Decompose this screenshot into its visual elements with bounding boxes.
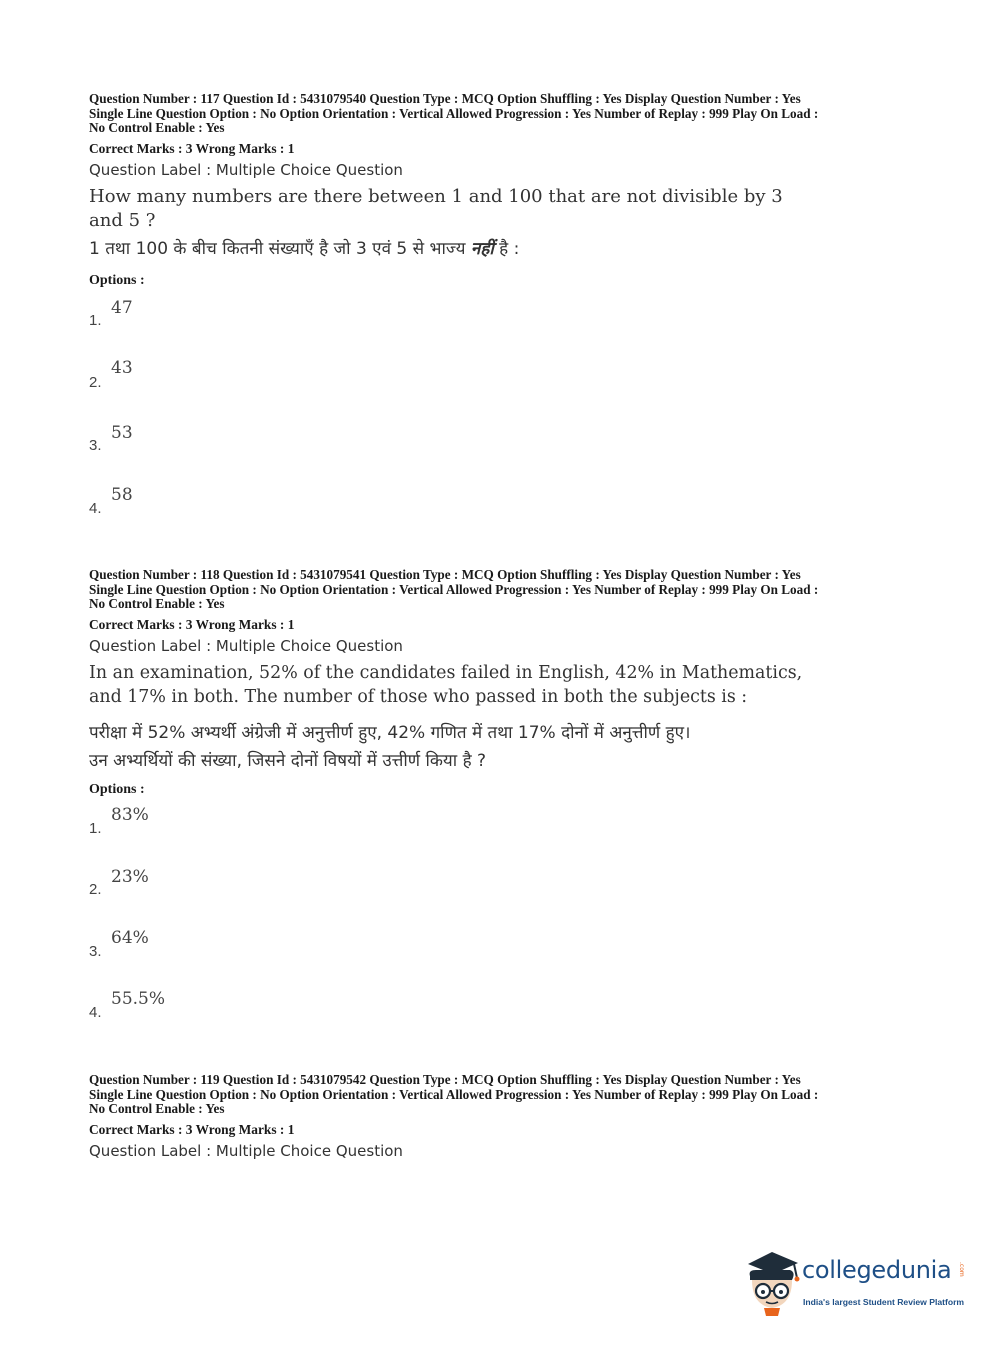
options-list bbox=[89, 298, 289, 528]
question-label: Question Label : Multiple Choice Question bbox=[89, 160, 403, 179]
question-118 bbox=[89, 568, 919, 775]
question-marks: Correct Marks : 3 Wrong Marks : 1 bbox=[89, 1121, 295, 1137]
question-label: Question Label : Multiple Choice Question bbox=[89, 1141, 403, 1160]
option-value: 47 bbox=[111, 298, 133, 318]
option-number: 3. bbox=[89, 437, 102, 454]
option-value: 43 bbox=[111, 358, 133, 378]
brand-suffix: .com bbox=[958, 1262, 965, 1277]
question-text-hindi: परीक्षा में 52% अभ्यर्थी अंग्रेजी में अनुत्तीर्ण हुए, 42% गणित में तथा 17% दोनों में अनुत्तीर्ण हुए। उन अभ्यर्थियों की संख्या, जिसने दोनों विषयों में उत्तीर्ण किया है ? bbox=[89, 722, 691, 771]
option-number: 2. bbox=[89, 374, 102, 391]
question-marks: Correct Marks : 3 Wrong Marks : 1 bbox=[89, 616, 295, 632]
option-value: 83% bbox=[111, 805, 149, 825]
options-heading: Options : bbox=[89, 273, 145, 288]
option-number: 4. bbox=[89, 500, 102, 517]
options-list bbox=[89, 805, 289, 1035]
question-meta: Question Number : 119 Question Id : 5431079542 Question Type : MCQ Option Shuffling : Yes Display Question Number : Yes Single Line Question Option : No Option Orientation : Vertical Allowed Progression : Yes Number of Replay : 999 Play On Load : No Control Enable : Yes bbox=[89, 1072, 819, 1117]
option-number: 4. bbox=[89, 1004, 102, 1021]
option-number: 3. bbox=[89, 943, 102, 960]
question-text-english: In an examination, 52% of the candidates failed in English, 42% in Mathematics, and 17% in both. The number of those who passed in both the subjects is : bbox=[89, 662, 803, 707]
question-119 bbox=[89, 1073, 919, 1160]
option-number: 1. bbox=[89, 820, 102, 837]
brand-name: collegedunia bbox=[802, 1256, 952, 1284]
question-label: Question Label : Multiple Choice Question bbox=[89, 636, 403, 655]
question-117 bbox=[89, 92, 919, 263]
option-number: 2. bbox=[89, 881, 102, 898]
option-value: 55.5% bbox=[111, 989, 166, 1009]
option-value: 58 bbox=[111, 485, 133, 505]
option-value: 23% bbox=[111, 867, 149, 887]
option-number: 1. bbox=[89, 312, 102, 329]
student-mascot-icon bbox=[742, 1250, 802, 1316]
option-value: 53 bbox=[111, 423, 133, 443]
emphasis-not: नहीं bbox=[470, 238, 494, 259]
collegedunia-logo bbox=[742, 1250, 972, 1316]
question-meta: Question Number : 118 Question Id : 5431079541 Question Type : MCQ Option Shuffling : Yes Display Question Number : Yes Single Line Question Option : No Option Orientation : Vertical Allowed Progression : Yes Number of Replay : 999 Play On Load : No Control Enable : Yes bbox=[89, 567, 819, 612]
question-meta: Question Number : 117 Question Id : 5431079540 Question Type : MCQ Option Shuffling : Yes Display Question Number : Yes Single Line Question Option : No Option Orientation : Vertical Allowed Progression : Yes Number of Replay : 999 Play On Load : No Control Enable : Yes bbox=[89, 91, 819, 136]
option-value: 64% bbox=[111, 928, 149, 948]
question-text-english: How many numbers are there between 1 and 100 that are not divisible by 3 and 5 ? bbox=[89, 185, 783, 231]
brand-tagline: India's largest Student Review Platform bbox=[803, 1297, 965, 1307]
options-heading: Options : bbox=[89, 782, 145, 797]
question-marks: Correct Marks : 3 Wrong Marks : 1 bbox=[89, 140, 295, 156]
question-text-hindi: 1 तथा 100 के बीच कितनी संख्याएँ है जो 3 एवं 5 से भाज्य नहीं है : bbox=[89, 238, 520, 259]
